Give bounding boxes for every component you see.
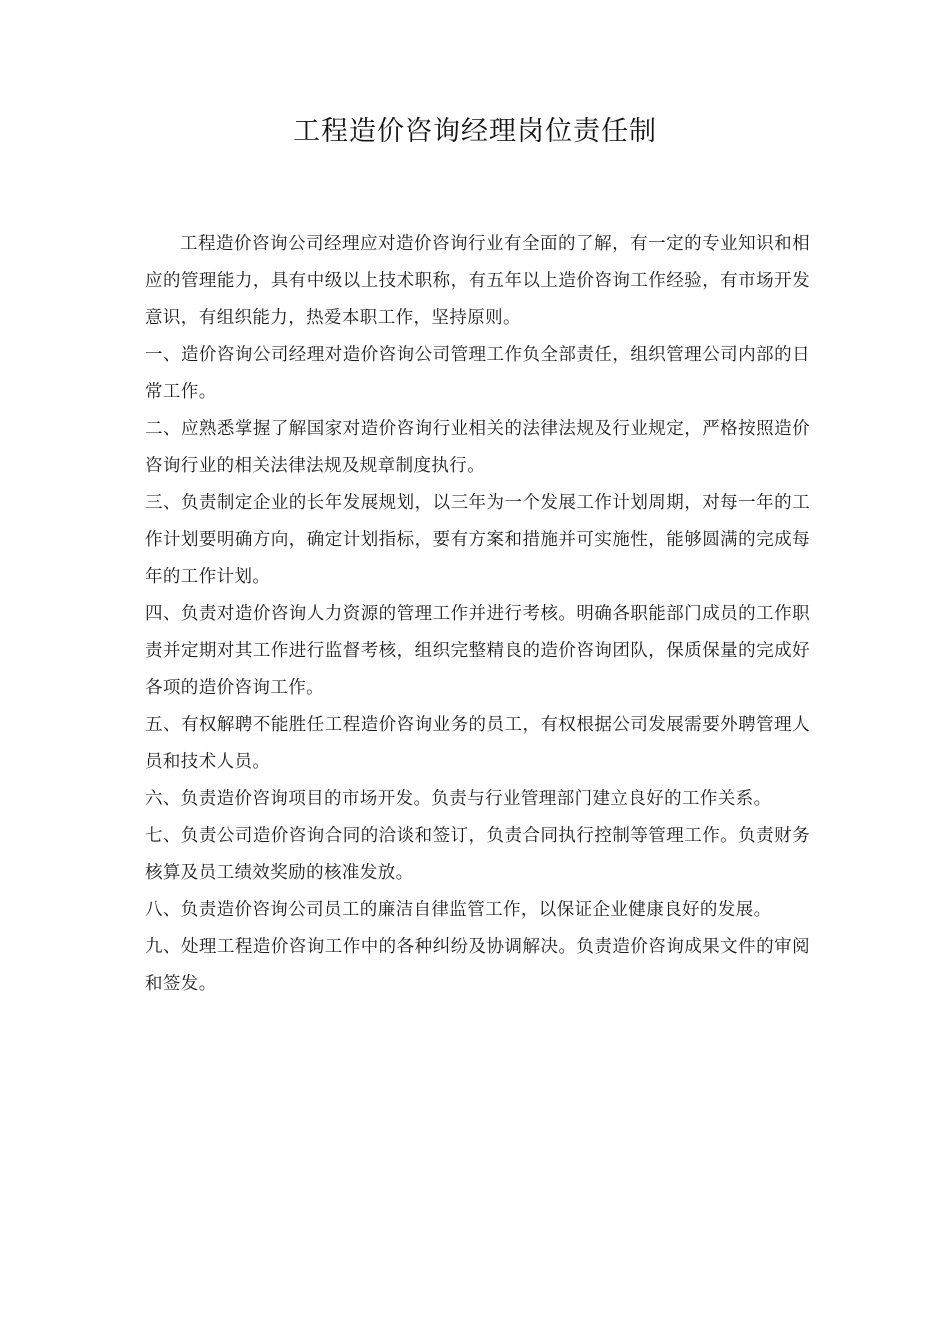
- document-body: [145, 226, 810, 1003]
- intro-paragraph: 工程造价咨询公司经理应对造价咨询行业有全面的了解，有一定的专业知识和相应的管理能力，具有中级以上技术职称，有五年以上造价咨询工作经验，有市场开发意识，有组织能力，热爱本职工作，坚持原则。: [145, 234, 810, 328]
- clause-8: 八、负责造价咨询公司员工的廉洁自律监管工作，以保证企业健康良好的发展。: [145, 900, 772, 920]
- clause-9: 九、处理工程造价咨询工作中的各种纠纷及协调解决。负责造价咨询成果文件的审阅和签发。: [145, 937, 810, 994]
- document-title: 工程造价咨询经理岗位责任制: [293, 116, 657, 147]
- clause-3: 三、负责制定企业的长年发展规划，以三年为一个发展工作计划周期，对每一年的工作计划要明确方向，确定计划指标，要有方案和措施并可实施性，能够圆满的完成每年的工作计划。: [145, 493, 810, 587]
- clause-5: 五、有权解聘不能胜任工程造价咨询业务的员工，有权根据公司发展需要外聘管理人员和技术人员。: [145, 715, 810, 772]
- clause-2: 二、应熟悉掌握了解国家对造价咨询行业相关的法律法规及行业规定，严格按照造价咨询行业的相关法律法规及规章制度执行。: [145, 419, 810, 476]
- clause-7: 七、负责公司造价咨询合同的洽谈和签订，负责合同执行控制等管理工作。负责财务核算及员工绩效奖励的核准发放。: [145, 826, 810, 883]
- clause-1: 一、造价咨询公司经理对造价咨询公司管理工作负全部责任，组织管理公司内部的日常工作。: [145, 345, 810, 402]
- clause-4: 四、负责对造价咨询人力资源的管理工作并进行考核。明确各职能部门成员的工作职责并定期对其工作进行监督考核，组织完整精良的造价咨询团队，保质保量的完成好各项的造价咨询工作。: [145, 604, 810, 698]
- clause-6: 六、负责造价咨询项目的市场开发。负责与行业管理部门建立良好的工作关系。: [145, 789, 772, 809]
